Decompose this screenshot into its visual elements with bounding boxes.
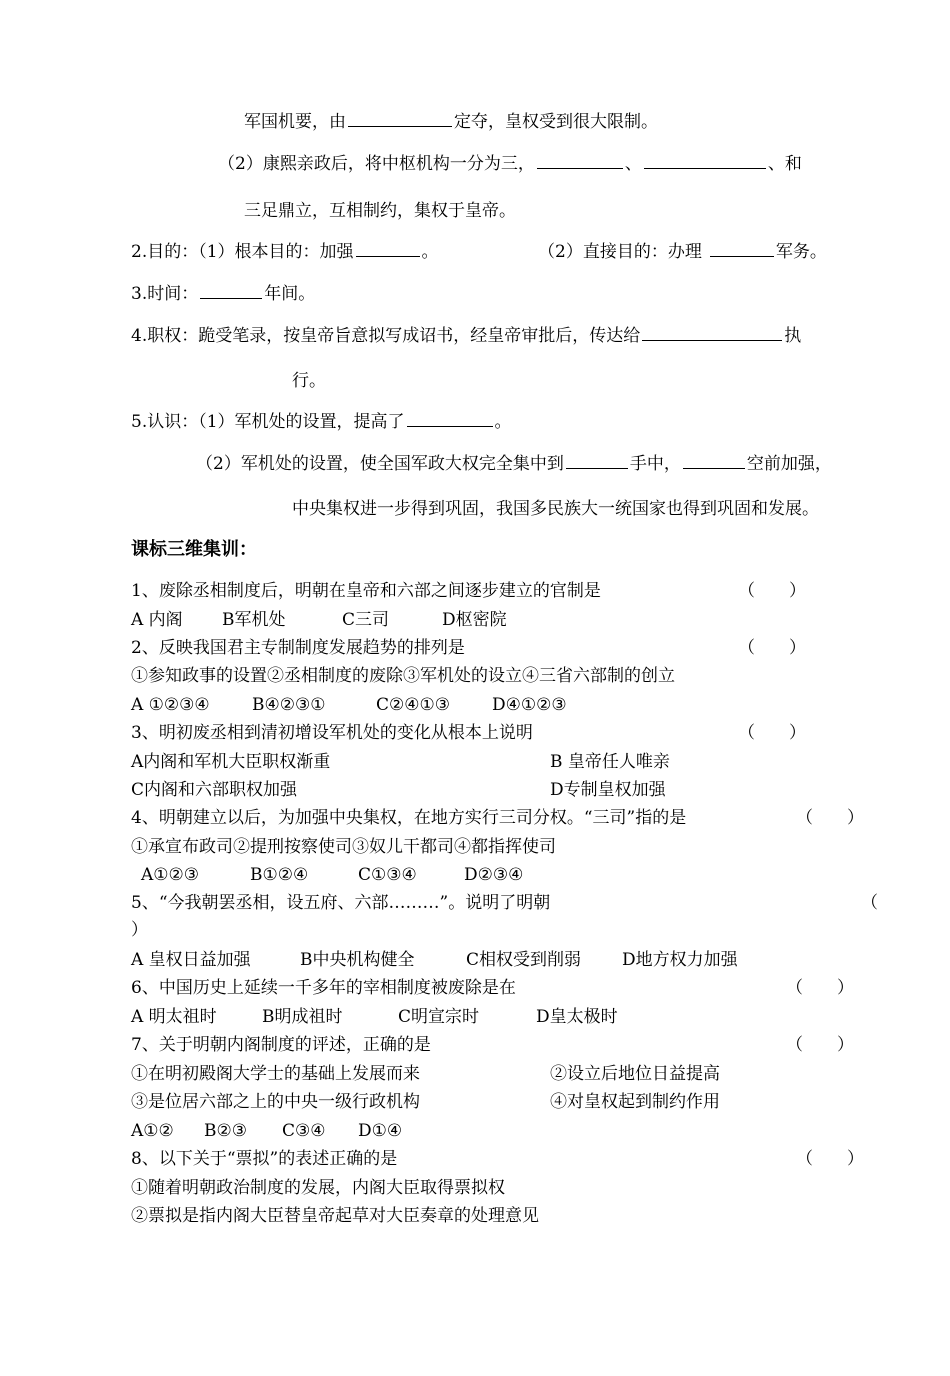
option-c[interactable]: C③④ [282,1121,326,1141]
fill-line-3 [244,200,516,222]
text: 。 [494,412,512,432]
option-d[interactable]: D②③④ [464,865,524,885]
statement-1: ①随着明朝政治制度的发展，内阁大臣取得票拟权 [131,1178,505,1198]
option-a[interactable]: A 皇权日益加强 [131,950,251,970]
fill-line-4b [538,240,827,263]
question-7: 7、关于明朝内阁制度的评述，正确的是 [131,1035,431,1055]
text: 。 [421,242,439,262]
option-c[interactable]: C内阁和六部职权加强 [131,780,298,800]
fill-line-9 [196,452,832,475]
option-d[interactable]: D①④ [358,1121,403,1141]
answer-blank[interactable] [566,452,628,469]
fill-line-7 [292,370,326,392]
fill-line-2 [218,152,802,175]
option-d[interactable]: D④①②③ [492,695,567,715]
option-d[interactable]: D枢密院 [442,610,507,630]
text: 中央集权进一步得到巩固，我国多民族大一统国家也得到巩固和发展。 [292,499,819,519]
answer-blank[interactable] [200,282,262,299]
text: 、 [624,154,642,174]
option-d[interactable]: D专制皇权加强 [550,780,666,800]
text: 2.目的：（1）根本目的：加强 [131,242,354,262]
option-c[interactable]: C相权受到削弱 [466,950,582,970]
option-b[interactable]: B明成祖时 [262,1007,343,1027]
answer-paren[interactable]: （ ） [796,808,864,828]
option-b[interactable]: B②③ [204,1121,247,1141]
answer-paren[interactable]: （ ） [786,1035,854,1055]
option-d[interactable]: D皇太极时 [536,1007,618,1027]
question-6: 6、中国历史上延续一千多年的宰相制度被废除是在 [131,978,516,998]
fill-line-4 [131,240,439,263]
answer-paren-close[interactable]: ） [131,920,148,940]
statement-4: ④对皇权起到制约作用 [550,1092,720,1112]
answer-blank[interactable] [683,452,745,469]
text: 5.认识：（1）军机处的设置，提高了 [131,412,405,432]
option-a[interactable]: A①② [131,1121,174,1141]
text: （2）直接目的：办理 [538,242,702,262]
text: 军国机要，由 [244,112,346,132]
statement-2: ②票拟是指内阁大臣替皇帝起草对大臣奏章的处理意见 [131,1206,539,1226]
text: 军务。 [775,242,827,262]
option-b[interactable]: B中央机构健全 [300,950,415,970]
text: （2）康熙亲政后，将中枢机构一分为三， [218,154,535,174]
question-8: 8、以下关于“票拟”的表述正确的是 [131,1149,398,1169]
text: 、和 [767,154,802,174]
answer-blank[interactable] [644,152,766,169]
option-a[interactable]: A 内阁 [131,610,183,630]
fill-line-1 [244,110,658,133]
answer-paren[interactable]: （ ） [786,978,854,998]
option-a[interactable]: A 明太祖时 [131,1007,217,1027]
option-b[interactable]: B④②③① [252,695,326,715]
option-b[interactable]: B军机处 [222,610,286,630]
text: 定夺，皇权受到很大限制。 [454,112,658,132]
text: 行。 [292,371,326,391]
text: 空前加强， [746,454,832,474]
statement-2: ②设立后地位日益提高 [550,1064,720,1084]
answer-paren-open[interactable]: （ [861,893,878,913]
fill-line-6 [131,324,801,347]
question-2-statements: ①参知政事的设置②丞相制度的废除③军机处的设立④三省六部制的创立 [131,666,675,686]
statement-1: ①在明初殿阁大学士的基础上发展而来 [131,1064,420,1084]
fill-line-8 [131,410,512,433]
option-d[interactable]: D地方权力加强 [622,950,738,970]
answer-paren[interactable]: （ ） [796,1149,864,1169]
text: 年间。 [264,284,316,304]
option-c[interactable]: C明宣宗时 [398,1007,480,1027]
option-c[interactable]: C三司 [342,610,390,630]
section-title: 课标三维集训： [131,539,257,560]
question-2: 2、反映我国君主专制制度发展趋势的排列是 [131,638,465,658]
answer-blank[interactable] [407,410,493,427]
answer-blank[interactable] [348,110,452,127]
question-1: 1、废除丞相制度后，明朝在皇帝和六部之间逐步建立的官制是 [131,581,601,601]
text: 手中， [629,454,681,474]
question-5: 5、“今我朝罢丞相，设五府、六部………”。说明了明朝 [131,893,551,913]
answer-blank[interactable] [356,240,420,257]
option-b[interactable]: B①②④ [250,865,309,885]
text: （2）军机处的设置，使全国军政大权完全集中到 [196,454,564,474]
text: 三足鼎立，互相制约，集权于皇帝。 [244,201,516,221]
answer-paren[interactable]: （ ） [738,581,806,601]
text: 3.时间： [131,284,199,304]
question-4: 4、明朝建立以后，为加强中央集权，在地方实行三司分权。“三司”指的是 [131,808,687,828]
answer-blank[interactable] [642,324,782,341]
option-c[interactable]: C②④①③ [376,695,450,715]
option-a[interactable]: A①②③ [141,865,199,885]
option-b[interactable]: B 皇帝任人唯亲 [550,752,670,772]
fill-line-5 [131,282,315,305]
answer-paren[interactable]: （ ） [738,723,806,743]
option-a[interactable]: A ①②③④ [131,695,210,715]
question-4-statements: ①承宣布政司②提刑按察使司③奴儿干都司④都指挥使司 [131,837,556,857]
text: 执 [784,326,802,346]
answer-blank[interactable] [537,152,623,169]
statement-3: ③是位居六部之上的中央一级行政机构 [131,1092,420,1112]
question-3: 3、明初废丞相到清初增设军机处的变化从根本上说明 [131,723,533,743]
text: 4.职权：跪受笔录，按皇帝旨意拟写成诏书，经皇帝审批后，传达给 [131,326,641,346]
fill-line-10 [292,498,819,520]
option-a[interactable]: A内阁和军机大臣职权渐重 [131,752,331,772]
option-c[interactable]: C①③④ [358,865,417,885]
answer-blank[interactable] [710,240,774,257]
answer-paren[interactable]: （ ） [738,638,806,658]
